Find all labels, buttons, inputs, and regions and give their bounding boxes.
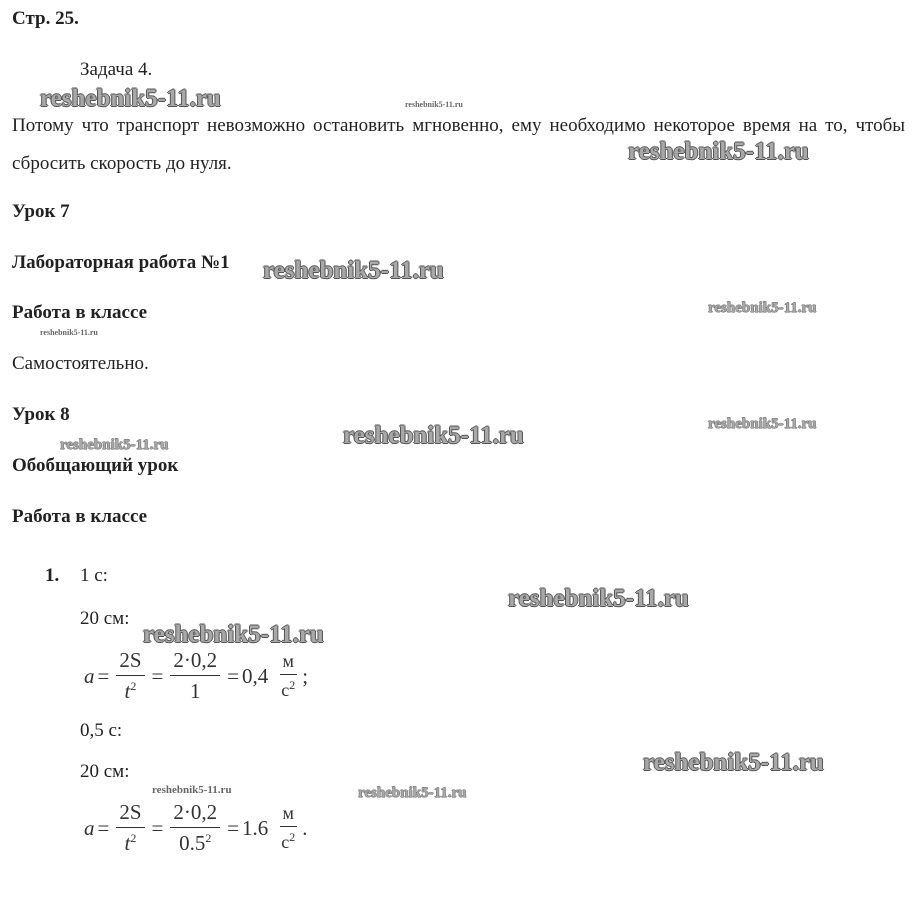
case2-time: 0,5 с: bbox=[80, 720, 123, 741]
numerator: 2S bbox=[116, 648, 144, 676]
numerator: 2·0,2 bbox=[170, 800, 220, 828]
watermark: reshebnik5-11.ru bbox=[143, 621, 324, 648]
formula-case2: a = $\frac{2S}{t^2}$ = $\frac{2\cdot 0,2}{0.5^2}$ = 1.6 $\frac{м}{с^2}$ . bbox=[84, 800, 308, 855]
task-answer: Потому что транспорт невозможно остановить мгновенно, ему необходимо некоторое время на то, чтобы сбросить скорость до нуля. bbox=[12, 115, 905, 174]
lab-heading: Лабораторная работа №1 bbox=[12, 252, 230, 273]
watermark: reshebnik5-11.ru bbox=[263, 257, 444, 284]
unit: $\frac{м}{с^2}$ bbox=[281, 803, 296, 852]
watermark: reshebnik5-11.ru bbox=[358, 785, 467, 801]
unit-numerator: м bbox=[280, 651, 297, 675]
fraction: $\frac{2S}{t^2}$ bbox=[116, 800, 144, 856]
case1-time: 1 с: bbox=[80, 565, 108, 586]
fraction: $\frac{2\cdot 0,2}{0.5^2}$ bbox=[170, 800, 220, 856]
class-work-heading: Работа в классе bbox=[12, 302, 148, 323]
fraction: $\frac{2S}{t^2}$ bbox=[116, 648, 144, 704]
formula-lhs: a bbox=[84, 815, 95, 840]
problem-number: 1. bbox=[45, 565, 60, 586]
watermark: reshebnik5-11.ru bbox=[343, 422, 524, 449]
unit-denominator: с bbox=[281, 680, 290, 700]
punctuation: ; bbox=[302, 663, 309, 688]
watermark: reshebnik5-11.ru bbox=[628, 138, 809, 165]
formula-lhs: a bbox=[84, 663, 95, 688]
punctuation: . bbox=[302, 815, 308, 840]
case1-distance: 20 см: bbox=[80, 608, 130, 629]
denominator: 0.5 bbox=[179, 831, 206, 855]
watermark: reshebnik5-11.ru bbox=[405, 100, 463, 109]
formula-result: 1.6 bbox=[241, 815, 269, 840]
watermark: reshebnik5-11.ru bbox=[40, 85, 221, 112]
watermark: reshebnik5-11.ru bbox=[708, 300, 817, 316]
answer-text: Самостоятельно. bbox=[12, 353, 149, 374]
denominator: t bbox=[124, 831, 131, 855]
lesson7-heading: Урок 7 bbox=[12, 201, 70, 222]
unit: $\frac{м}{с^2}$ bbox=[281, 651, 296, 700]
fraction bbox=[170, 648, 220, 704]
denominator: t bbox=[124, 679, 131, 703]
lesson8-heading: Урок 8 bbox=[12, 404, 70, 425]
lesson8-subtitle: Обобщающий урок bbox=[12, 455, 179, 476]
numerator: 2·0,2 bbox=[170, 648, 220, 676]
unit-numerator: м bbox=[280, 803, 297, 827]
unit-denominator: с bbox=[281, 832, 290, 852]
task-title: Задача 4. bbox=[80, 59, 153, 80]
watermark: reshebnik5-11.ru bbox=[508, 585, 689, 612]
class-work-heading-2: Работа в классе bbox=[12, 506, 148, 527]
formula-case1: a = $\frac{2S}{t^2}$ = $\frac{2\cdot 0,2}{1}$ = 0,4 $\frac{м}{с^2}$ ; bbox=[84, 648, 309, 703]
case2-distance: 20 см: bbox=[80, 761, 130, 782]
denominator: 1 bbox=[190, 679, 201, 703]
watermark: reshebnik5-11.ru bbox=[40, 328, 98, 337]
watermark: reshebnik5-11.ru bbox=[643, 749, 824, 776]
numerator: 2S bbox=[116, 800, 144, 828]
formula-result: 0,4 bbox=[241, 663, 269, 688]
page-number: Стр. 25. bbox=[12, 8, 79, 29]
watermark: reshebnik5-11.ru bbox=[152, 784, 232, 796]
watermark: reshebnik5-11.ru bbox=[60, 437, 169, 453]
watermark: reshebnik5-11.ru bbox=[708, 416, 817, 432]
